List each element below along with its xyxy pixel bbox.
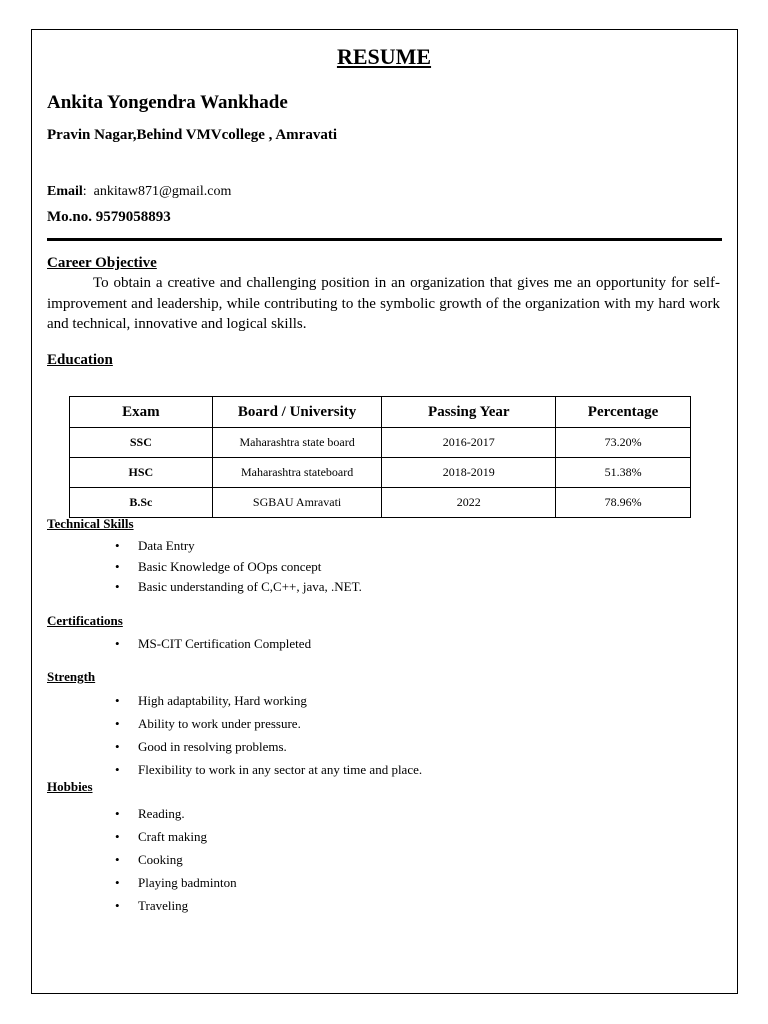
strength-heading: Strength — [47, 669, 96, 684]
technical-skills-list — [115, 536, 362, 598]
cell-percentage: 73.20% — [556, 428, 691, 458]
cell-board: SGBAU Amravati — [212, 488, 382, 518]
strength-list — [115, 689, 422, 781]
list-item: • Playing badminton — [115, 871, 237, 894]
cell-board: Maharashtra state board — [212, 428, 382, 458]
list-item: • High adaptability, Hard working — [115, 689, 422, 712]
hobbies-heading: Hobbies — [47, 779, 93, 794]
list-item: • Basic understanding of C,C++, java, .NET. — [115, 577, 362, 598]
email-line: Email: ankitaw871@gmail.com — [47, 184, 232, 199]
col-header-exam: Exam — [70, 397, 213, 428]
list-item: • Reading. — [115, 802, 237, 825]
list-item: • Craft making — [115, 825, 237, 848]
cell-exam: HSC — [70, 458, 213, 488]
table-row — [70, 428, 691, 458]
candidate-name: Ankita Yongendra Wankhade — [47, 92, 288, 113]
col-header-percentage: Percentage — [556, 397, 691, 428]
certifications-list — [115, 634, 311, 655]
header-divider — [47, 238, 722, 241]
technical-skills-heading: Technical Skills — [47, 516, 134, 531]
col-header-year: Passing Year — [382, 397, 556, 428]
mobile-line — [47, 209, 171, 226]
cell-exam: SSC — [70, 428, 213, 458]
list-item: • Data Entry — [115, 536, 362, 557]
list-item: • Basic Knowledge of OOps concept — [115, 557, 362, 578]
list-item: • Good in resolving problems. — [115, 735, 422, 758]
candidate-address: Pravin Nagar,Behind VMVcollege , Amravati — [47, 127, 337, 143]
page-title: RESUME — [336, 44, 432, 69]
table-row — [70, 488, 691, 518]
list-item: • Ability to work under pressure. — [115, 712, 422, 735]
list-item: • Traveling — [115, 894, 237, 917]
hobbies-list — [115, 802, 237, 917]
education-header-row — [70, 397, 691, 428]
cell-board: Maharashtra stateboard — [212, 458, 382, 488]
cell-year: 2016-2017 — [382, 428, 556, 458]
cell-year: 2022 — [382, 488, 556, 518]
cell-percentage: 51.38% — [556, 458, 691, 488]
list-item: • Flexibility to work in any sector at any time and place. — [115, 758, 422, 781]
certifications-heading: Certifications — [47, 613, 123, 628]
career-objective-heading: Career Objective — [47, 255, 157, 271]
cell-percentage: 78.96% — [556, 488, 691, 518]
email-value: ankitaw871@gmail.com — [93, 184, 232, 199]
table-row — [70, 458, 691, 488]
col-header-board: Board / University — [212, 397, 382, 428]
education-heading: Education — [47, 352, 113, 368]
list-item: • Cooking — [115, 848, 237, 871]
cell-exam: B.Sc — [70, 488, 213, 518]
career-objective-text: To obtain a creative and challenging position in an organization that gives me an opportunity for self-improvement and leadership, while contributing to the symbolic growth of the organization with my hard work and technical, innovative and logical skills. — [47, 275, 720, 332]
list-item: • MS-CIT Certification Completed — [115, 634, 311, 655]
cell-year: 2018-2019 — [382, 458, 556, 488]
mobile-value: 9579058893 — [95, 209, 171, 225]
email-label: Email — [47, 184, 83, 199]
education-table — [69, 396, 691, 518]
mobile-label: Mo.no. — [47, 209, 92, 225]
